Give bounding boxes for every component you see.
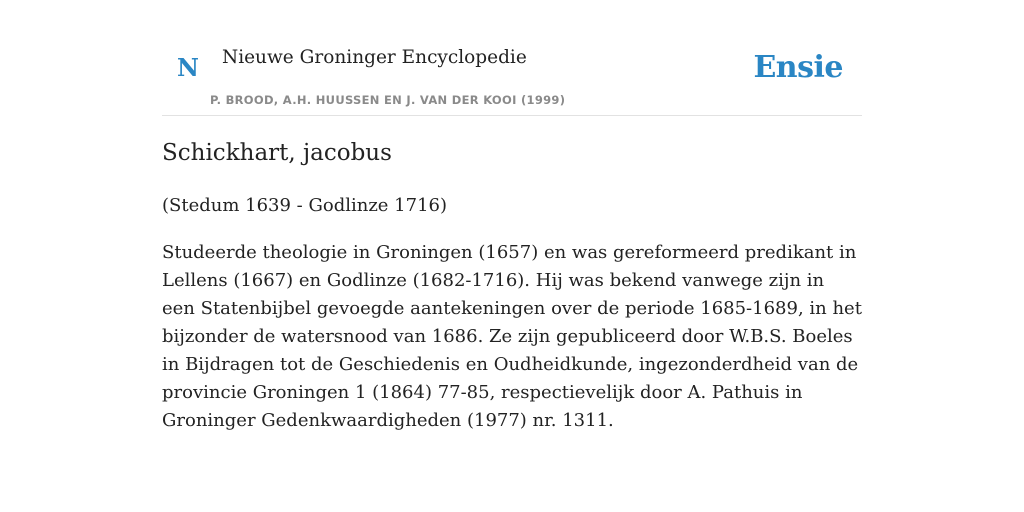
source-logo: N <box>177 53 199 82</box>
source-header <box>162 0 862 116</box>
entry-lifespan: (Stedum 1639 - Godlinze 1716) <box>162 195 448 216</box>
source-authors: P. BROOD, A.H. HUUSSEN EN J. VAN DER KOOI (1999) <box>210 93 566 107</box>
entry-card <box>162 0 862 431</box>
entry-body: Studeerde theologie in Groningen (1657) en was gereformeerd predikant in Lellens (1667) en Godlinze (1682-1716). Hij was bekend vanwege zijn in een Statenbijbel gevoegde aantekeningen over de periode 1685-1689, in het bijzonder de watersnood van 1686. Ze zijn gepubliceerd door W.B.S. Boeles in Bijdragen tot de Geschiedenis en Oudheidkunde, ingezonderdheid van de provincie Groningen 1 (1864) 77-85, respectievelijk door A. Pathuis in Groninger Gedenkwaardigheden (1977) nr. 1311. <box>162 242 862 431</box>
page-title: Schickhart, jacobus <box>162 140 392 166</box>
brand-logo-link[interactable]: Ensie <box>753 50 843 85</box>
source-title[interactable]: Nieuwe Groninger Encyclopedie <box>222 47 527 68</box>
